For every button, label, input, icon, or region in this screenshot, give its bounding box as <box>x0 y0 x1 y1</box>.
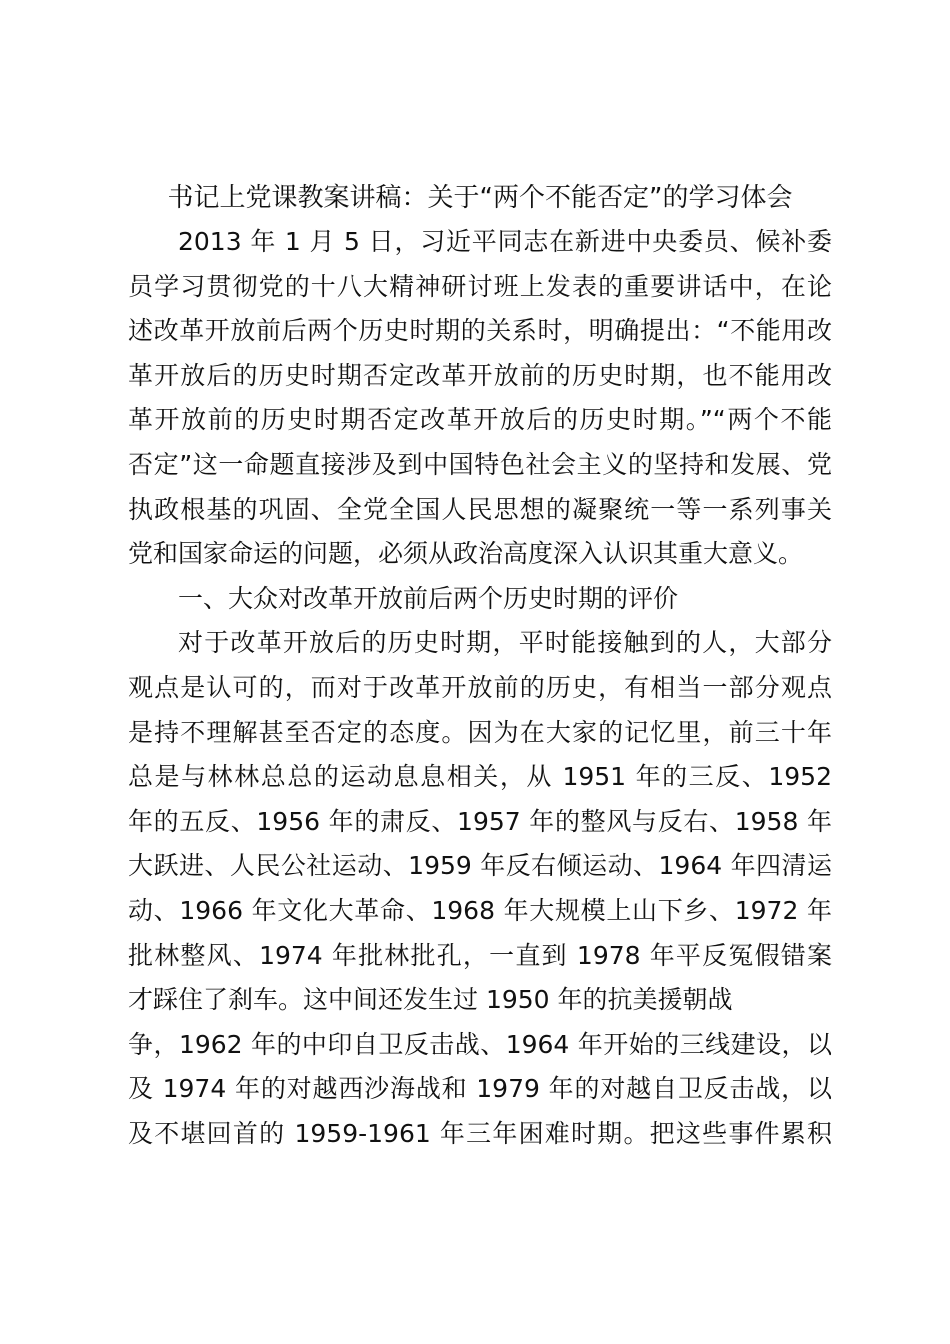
section-heading <box>128 577 832 622</box>
text-line: 执政根基的巩固、全党全国人民思想的凝聚统一等一系列事关 <box>128 494 832 524</box>
document-title: 书记上党课教案讲稿：关于“两个不能否定”的学习体会 <box>167 183 793 213</box>
text-line: 2013 年 1 月 5 日，习近平同志在新进中央委员、候补委 <box>178 227 832 256</box>
paragraph-evaluation <box>128 621 832 1156</box>
text-line: 员学习贯彻党的十八大精神研讨班上发表的重要讲话中，在论 <box>128 271 832 301</box>
text-line: 大跃进、人民公社运动、1959 年反右倾运动、1964 年四清运 <box>128 851 832 881</box>
text-line: 年的五反、1956 年的肃反、1957 年的整风与反右、1958 年 <box>128 806 832 836</box>
text-line: 否定”这一命题直接涉及到中国特色社会主义的坚持和发展、党 <box>128 449 832 479</box>
text-line: 一、大众对改革开放前后两个历史时期的评价 <box>178 583 679 613</box>
text-line: 革开放后的历史时期否定改革开放前的历史时期，也不能用改 <box>128 360 832 390</box>
paragraph-intro <box>128 220 832 577</box>
document-body <box>128 220 832 1156</box>
text-line: 及不堪回首的 1959-1961 年三年困难时期。把这些事件累积 <box>128 1118 832 1148</box>
text-line: 对于改革开放后的历史时期，平时能接触到的人，大部分 <box>178 628 832 658</box>
text-line: 才踩住了刹车。这中间还发生过 1950 年的抗美援朝战 <box>128 985 733 1015</box>
text-line: 革开放前的历史时期否定改革开放后的历史时期。”“两个不能 <box>128 405 832 435</box>
text-line: 是持不理解甚至否定的态度。因为在大家的记忆里，前三十年 <box>128 717 832 747</box>
text-line: 批林整风、1974 年批林批孔，一直到 1978 年平反冤假错案 <box>128 940 832 970</box>
text-line: 观点是认可的，而对于改革开放前的历史，有相当一部分观点 <box>128 672 832 702</box>
text-line: 动、1966 年文化大革命、1968 年大规模上山下乡、1972 年 <box>128 895 832 925</box>
text-line: 及 1974 年的对越西沙海战和 1979 年的对越自卫反击战，以 <box>128 1074 832 1104</box>
text-line: 述改革开放前后两个历史时期的关系时，明确提出：“不能用改 <box>128 316 832 346</box>
text-line: 总是与林林总总的运动息息相关，从 1951 年的三反、1952 <box>128 762 832 792</box>
text-line: 争，1962 年的中印自卫反击战、1964 年开始的三线建设，以 <box>128 1029 832 1059</box>
text-line: 党和国家命运的问题，必须从政治高度深入认识其重大意义。 <box>128 539 804 569</box>
